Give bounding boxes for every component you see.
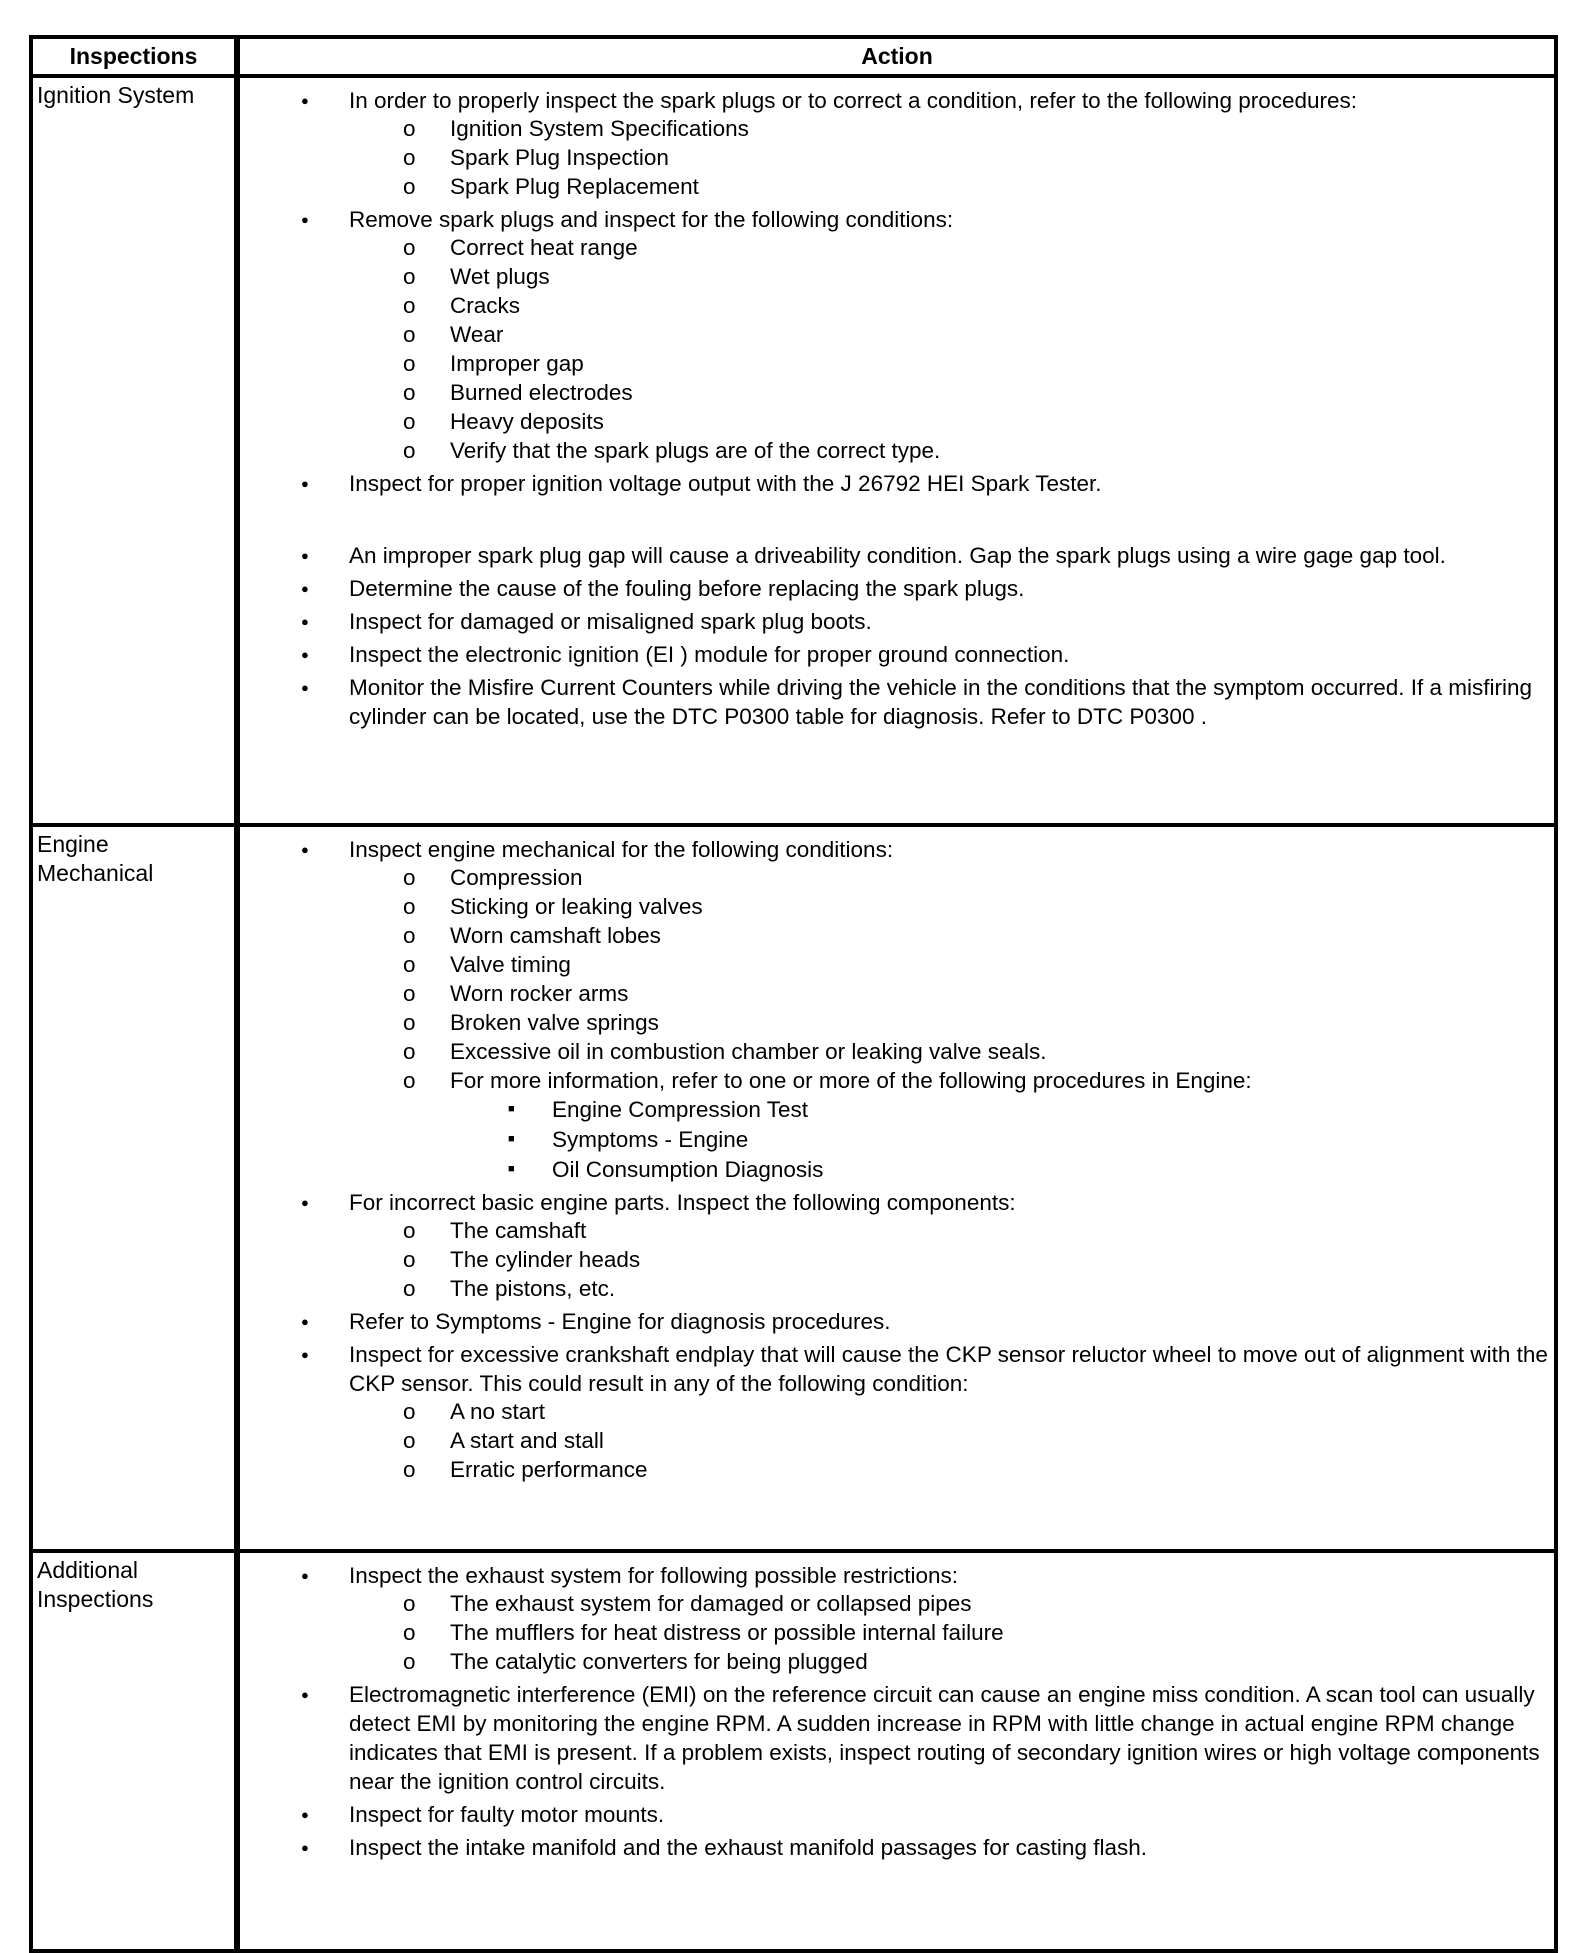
sub-item: o Verify that the spark plugs are of the correct type. — [349, 436, 1548, 465]
sub-item: o Compression — [349, 863, 1548, 892]
sub-item: o Spark Plug Inspection — [349, 143, 1548, 172]
sub-item: o The mufflers for heat distress or possible internal failure — [349, 1618, 1548, 1647]
sub-list — [349, 1216, 1548, 1303]
list-item: ● In order to properly inspect the spark plugs or to correct a condition, refer to the following procedures: o Ignition System Specifications o Spark Plug Inspection o Spark Plug Replacement — [240, 86, 1548, 201]
sub-item: o A start and stall — [349, 1426, 1548, 1455]
list-item: ● Remove spark plugs and inspect for the following conditions: o Correct heat range o Wet plugs o Cracks o Wear o Improper gap o Burned electrodes o Heavy deposits o Verify that the spark plugs are of the correct type. — [240, 205, 1548, 465]
table-row — [31, 76, 1556, 825]
sub-list — [349, 233, 1548, 465]
sub-item: o Excessive oil in combustion chamber or leaking valve seals. — [349, 1037, 1548, 1066]
list-item: ● Inspect for damaged or misaligned spark plug boots. — [240, 607, 1548, 636]
sub-item: o Cracks — [349, 291, 1548, 320]
list-item: ● Inspect the exhaust system for following possible restrictions: o The exhaust system for damaged or collapsed pipes o The mufflers for heat distress or possible internal failure o The catalytic converters for being plugged — [240, 1561, 1548, 1676]
list-item: ● Determine the cause of the fouling before replacing the spark plugs. — [240, 574, 1548, 603]
action-cell — [237, 1551, 1556, 1951]
sub-item: o Heavy deposits — [349, 407, 1548, 436]
list-item: ● Inspect engine mechanical for the following conditions: o Compression o Sticking or leaking valves o Worn camshaft lobes o Valve timing o Worn rocker arms o Broken valve springs o Excessive oil in combustion chamber or leaking valve seals. o For more information, refer to one or more of the following procedures in Engine: ■ Engine Compression Test ■ Symptoms - Engine ■ Oil Consumption Diagnosis — [240, 835, 1548, 1184]
sub-item: o Broken valve springs — [349, 1008, 1548, 1037]
sub-item: o The catalytic converters for being plugged — [349, 1647, 1548, 1676]
header-action: Action — [237, 37, 1556, 76]
list-item: ● Refer to Symptoms - Engine for diagnosis procedures. — [240, 1307, 1548, 1336]
list-item: ● An improper spark plug gap will cause a driveability condition. Gap the spark plugs using a wire gage gap tool. — [240, 541, 1548, 570]
sub-item: o Worn rocker arms — [349, 979, 1548, 1008]
list-item: ● For incorrect basic engine parts. Inspect the following components: o The camshaft o The cylinder heads o The pistons, etc. — [240, 1188, 1548, 1303]
sub-list — [349, 114, 1548, 201]
inspection-cell: Engine Mechanical — [31, 825, 237, 1551]
action-list — [240, 1561, 1548, 1862]
sub-item: o Erratic performance — [349, 1455, 1548, 1484]
inspection-table — [29, 35, 1558, 1953]
sub-item: o Sticking or leaking valves — [349, 892, 1548, 921]
sub-item: o The cylinder heads — [349, 1245, 1548, 1274]
sub-item: o Ignition System Specifications — [349, 114, 1548, 143]
sub-item: o Spark Plug Replacement — [349, 172, 1548, 201]
table-row — [31, 1551, 1556, 1951]
sub-list — [349, 1397, 1548, 1484]
sub-sub-item: ■ Oil Consumption Diagnosis — [450, 1155, 1548, 1184]
sub-item: o Wet plugs — [349, 262, 1548, 291]
sub-item: o Correct heat range — [349, 233, 1548, 262]
sub-item: o For more information, refer to one or more of the following procedures in Engine: ■ Engine Compression Test ■ Symptoms - Engine ■ Oil Consumption Diagnosis — [349, 1066, 1548, 1184]
header-row — [31, 37, 1556, 76]
sub-sub-item: ■ Engine Compression Test — [450, 1095, 1548, 1124]
sub-item: o The exhaust system for damaged or collapsed pipes — [349, 1589, 1548, 1618]
action-list — [240, 835, 1548, 1484]
action-cell — [237, 825, 1556, 1551]
sub-item: o Wear — [349, 320, 1548, 349]
inspection-cell: Ignition System — [31, 76, 237, 825]
sub-sub-item: ■ Symptoms - Engine — [450, 1125, 1548, 1154]
action-list — [240, 86, 1548, 731]
sub-list — [349, 1589, 1548, 1676]
sub-item: o Improper gap — [349, 349, 1548, 378]
action-cell — [237, 76, 1556, 825]
sub-item: o Burned electrodes — [349, 378, 1548, 407]
sub-list — [349, 863, 1548, 1184]
table-row — [31, 825, 1556, 1551]
list-item: ● Monitor the Misfire Current Counters while driving the vehicle in the conditions that the symptom occurred. If a misfiring cylinder can be located, use the DTC P0300 table for diagnosis. Refer to DTC P0300 . — [240, 673, 1548, 731]
header-inspections: Inspections — [31, 37, 237, 76]
inspection-cell: Additional Inspections — [31, 1551, 237, 1951]
sub-item: o The camshaft — [349, 1216, 1548, 1245]
sub-item: o A no start — [349, 1397, 1548, 1426]
list-item: ● Inspect the intake manifold and the exhaust manifold passages for casting flash. — [240, 1833, 1548, 1862]
list-item: ● Inspect for faulty motor mounts. — [240, 1800, 1548, 1829]
sub-sub-list — [450, 1095, 1548, 1184]
list-item: ● Electromagnetic interference (EMI) on the reference circuit can cause an engine miss condition. A scan tool can usually detect EMI by monitoring the engine RPM. A sudden increase in RPM with little change in actual engine RPM change indicates that EMI is present. If a problem exists, inspect routing of secondary ignition wires or high voltage components near the ignition control circuits. — [240, 1680, 1548, 1796]
list-item: ● Inspect the electronic ignition (EI ) module for proper ground connection. — [240, 640, 1548, 669]
sub-item: o The pistons, etc. — [349, 1274, 1548, 1303]
sub-item: o Valve timing — [349, 950, 1548, 979]
sub-item: o Worn camshaft lobes — [349, 921, 1548, 950]
list-item: ● Inspect for excessive crankshaft endplay that will cause the CKP sensor reluctor wheel to move out of alignment with the CKP sensor. This could result in any of the following condition: o A no start o A start and stall o Erratic performance — [240, 1340, 1548, 1484]
list-item: ● Inspect for proper ignition voltage output with the J 26792 HEI Spark Tester. — [240, 469, 1548, 498]
